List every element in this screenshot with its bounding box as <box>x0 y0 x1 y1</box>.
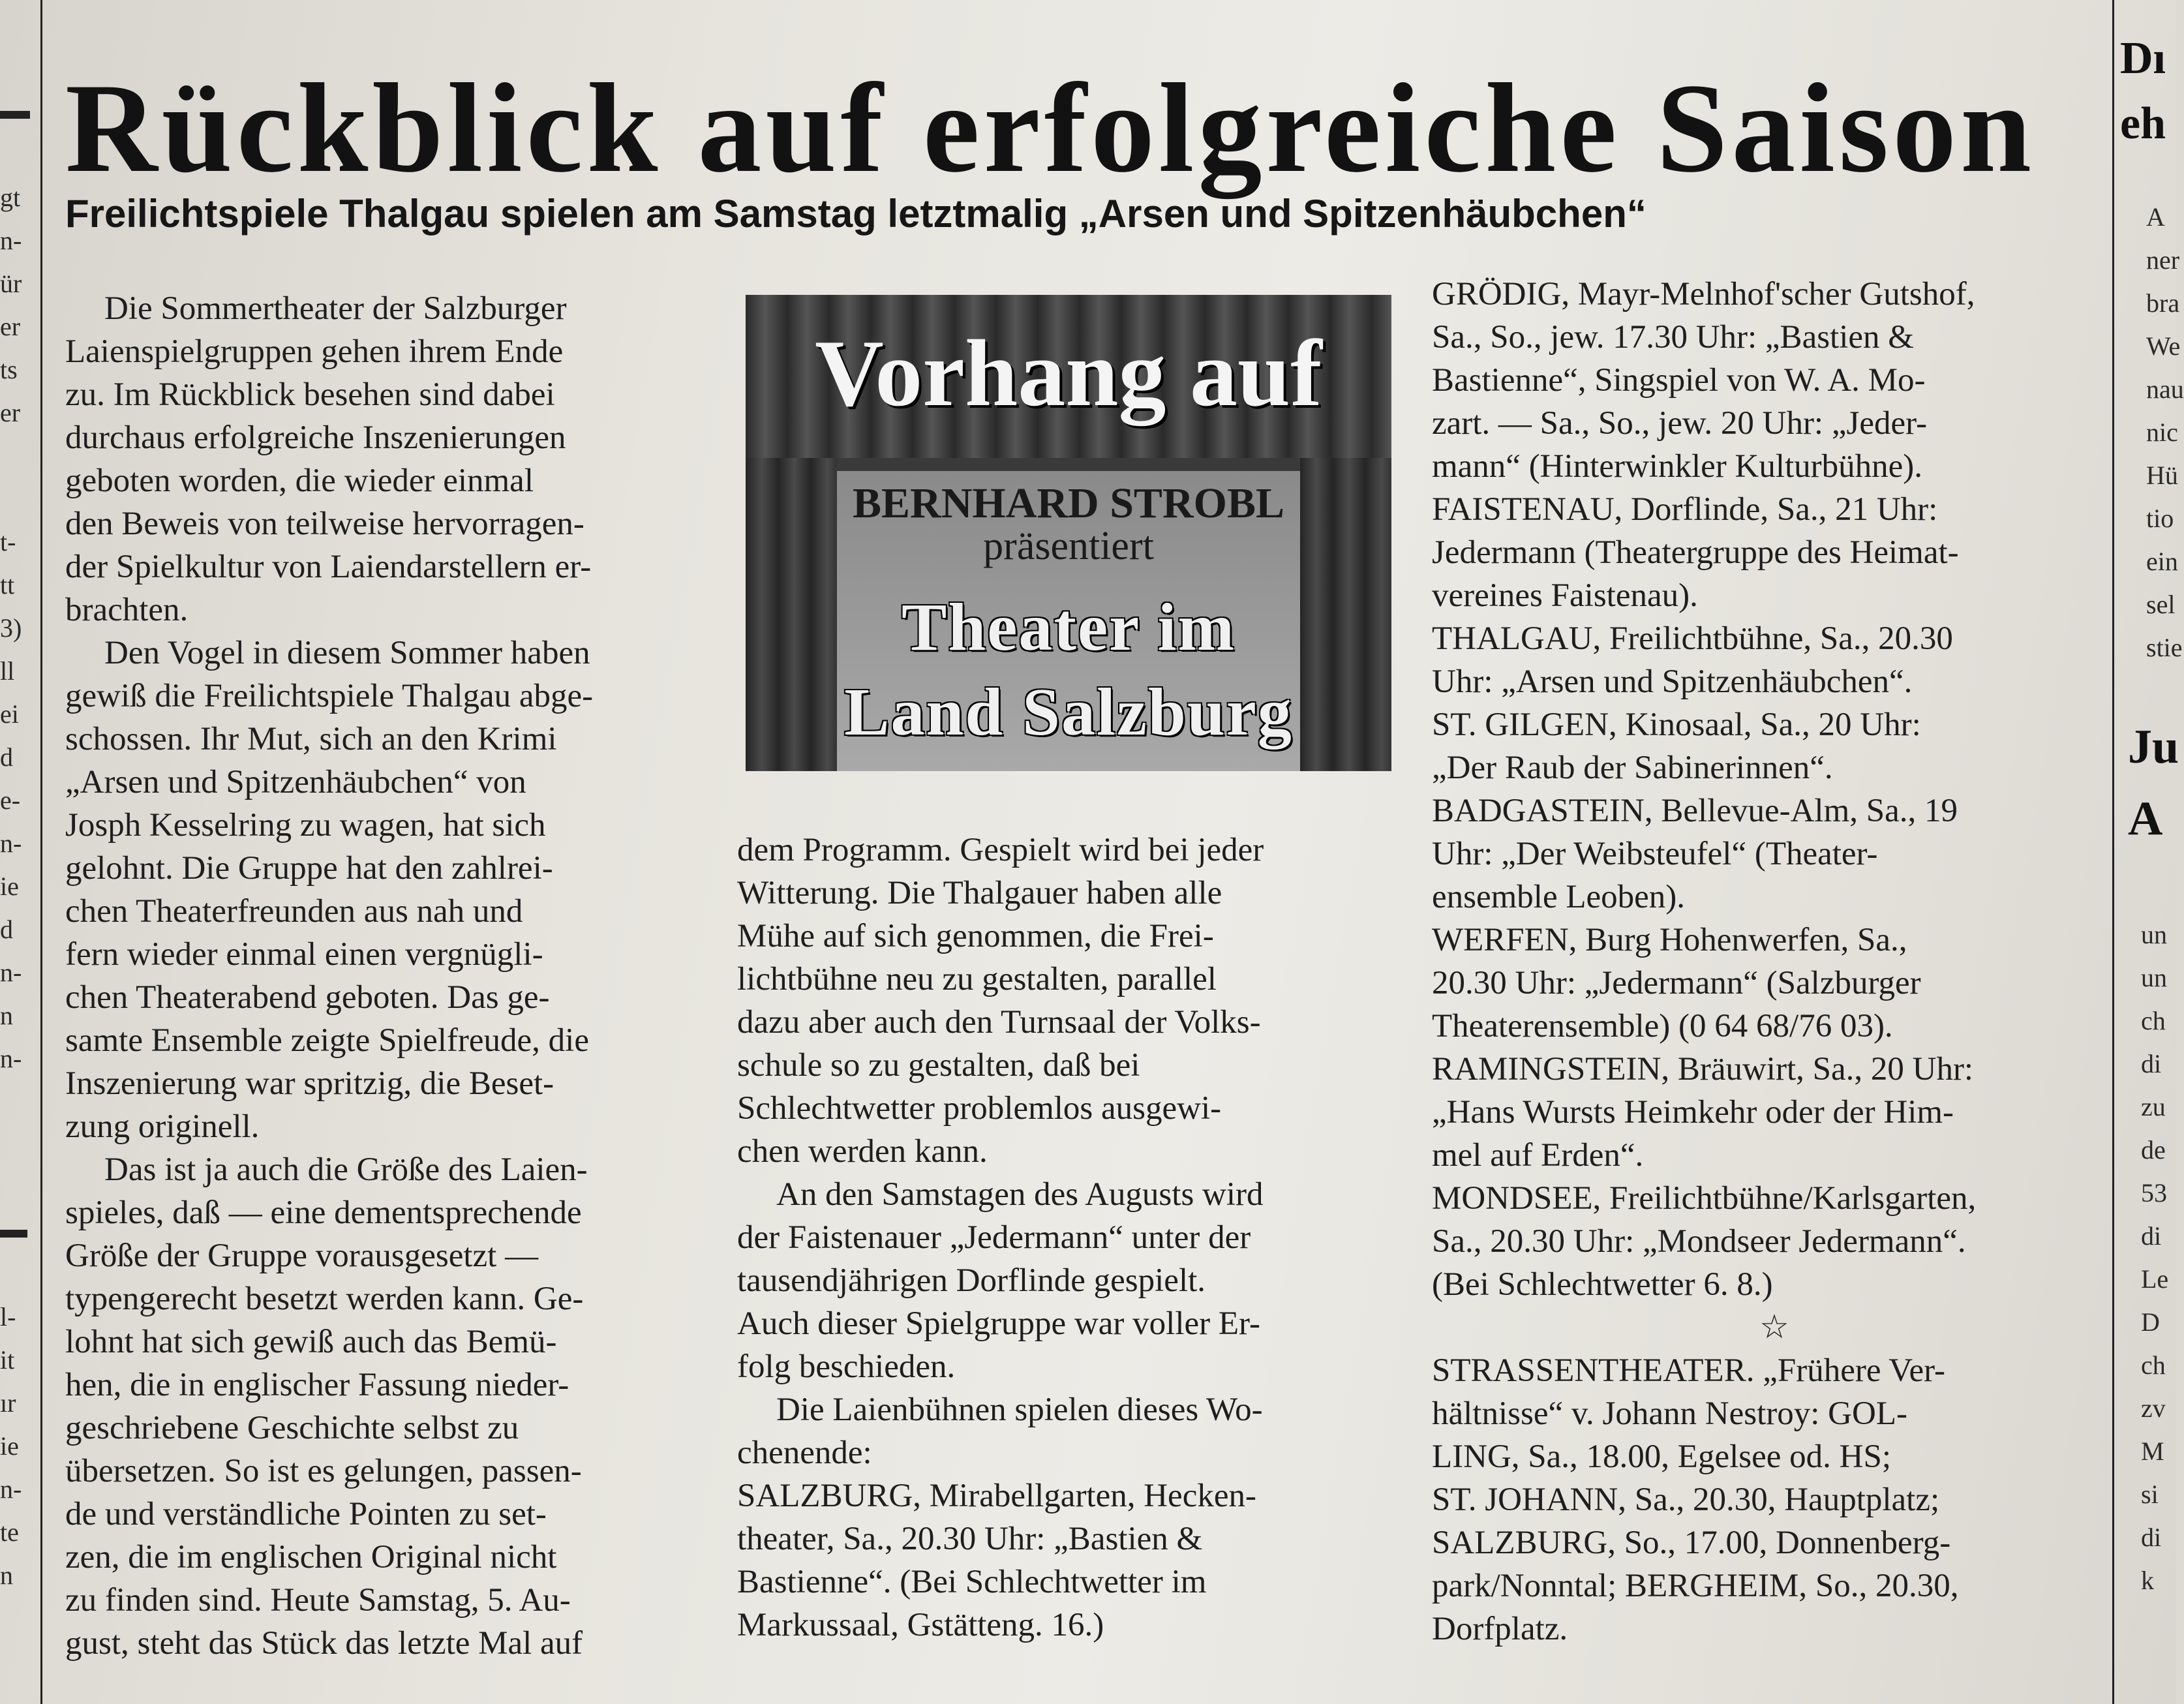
article-line: brachten. <box>65 592 189 628</box>
article-line: Laienspielgruppen gehen ihrem Ende <box>65 333 564 370</box>
right-neighbor-head-line: eh <box>2120 99 2166 149</box>
article-line: Inszenierung war spritzig, die Beset- <box>65 1065 554 1102</box>
cutoff-line: ner <box>2146 245 2180 275</box>
cutoff-line: ie <box>0 872 19 901</box>
cutoff-line: A <box>2146 202 2165 232</box>
article-line: Das ist ja auch die Größe des Laien- <box>104 1151 588 1188</box>
cutoff-line: un <box>2141 920 2167 949</box>
cutoff-line: l- <box>0 1302 16 1331</box>
event-listing-column <box>1432 273 2117 1651</box>
cutoff-line: di <box>2141 1523 2162 1552</box>
listing-line: Theaterensemble) (0 64 68/76 03). <box>1432 1008 1893 1044</box>
article-line: schule so zu gestalten, daß bei <box>737 1047 1140 1084</box>
article-line: chen werden kann. <box>737 1133 988 1170</box>
cutoff-line: un <box>2141 963 2167 992</box>
listing-line: FAISTENAU, Dorflinde, Sa., 21 Uhr: <box>1432 491 1938 528</box>
headline: Rückblick auf erfolgreiche Saison <box>65 57 2036 199</box>
article-line: Die Laienbühnen spielen dieses Wo- <box>776 1392 1263 1428</box>
right-neighbor-headline <box>2120 26 2166 157</box>
ad-theater-title <box>746 585 1391 755</box>
listing-line: (Bei Schlechtwetter 6. 8.) <box>1432 1266 1773 1303</box>
article-line: geschriebene Geschichte selbst zu <box>65 1410 519 1446</box>
article-line: chenende: <box>737 1435 872 1471</box>
cutoff-line: er <box>0 398 21 427</box>
cutoff-line: n- <box>0 1474 22 1504</box>
article-line: typengerecht besetzt werden kann. Ge- <box>65 1281 584 1317</box>
cutoff-line: D <box>2141 1307 2160 1337</box>
article-line: zu finden sind. Heute Samstag, 5. Au- <box>65 1582 571 1619</box>
cutoff-line: stie <box>2146 633 2183 662</box>
article-line: der Faistenauer „Jedermann“ unter der <box>737 1219 1251 1256</box>
article-line: Markussaal, Gstätteng. 16.) <box>737 1607 1104 1643</box>
theater-advertisement <box>746 295 1391 771</box>
listing-line: ST. JOHANN, Sa., 20.30, Hauptplatz; <box>1432 1482 1940 1518</box>
cutoff-line: di <box>2141 1221 2162 1251</box>
cutoff-line: 3) <box>0 613 22 643</box>
article-line: chen Theaterabend geboten. Das ge- <box>65 979 550 1016</box>
cutoff-line: d <box>0 915 13 944</box>
article-line: durchaus erfolgreiche Inszenierungen <box>65 419 566 456</box>
article-line: Josph Kesselring zu wagen, hat sich <box>65 807 546 844</box>
listing-line: mel auf Erden“. <box>1432 1137 1644 1174</box>
cutoff-line: tt <box>0 570 15 600</box>
article-line: den Beweis von teilweise hervorragen- <box>65 506 584 542</box>
cutoff-line: de <box>2141 1135 2166 1164</box>
article-line: An den Samstagen des Augusts wird <box>776 1176 1264 1213</box>
article-line: chen Theaterfreunden aus nah und <box>65 893 523 930</box>
listing-line: Jedermann (Theatergruppe des Heimat- <box>1432 534 1959 571</box>
cutoff-line: k <box>2141 1566 2154 1595</box>
right-neighbor-column-bottom <box>2141 913 2176 1602</box>
left-neighbor-column <box>0 176 39 1597</box>
cutoff-line: M <box>2141 1437 2164 1466</box>
article-line: „Arsen und Spitzenhäubchen“ von <box>65 764 526 800</box>
right-neighbor-head-line: Dı <box>2120 33 2166 84</box>
cutoff-line: zu <box>2141 1092 2166 1121</box>
left-edge-bar-top <box>0 111 30 119</box>
article-line: dem Programm. Gespielt wird bei jeder <box>737 832 1264 868</box>
cutoff-line: Le <box>2141 1264 2169 1294</box>
article-line: gelohnt. Die Gruppe hat den zahlrei- <box>65 850 553 887</box>
article-line: tausendjährigen Dorflinde gespielt. <box>737 1262 1206 1299</box>
listing-line: Bastienne“, Singspiel von W. A. Mo- <box>1432 362 1926 399</box>
listing-line: GRÖDIG, Mayr-Melnhof'scher Gutshof, <box>1432 276 1975 312</box>
listing-line: STRASSENTHEATER. „Frühere Ver- <box>1432 1352 1946 1389</box>
listing-line: WERFEN, Burg Hohenwerfen, Sa., <box>1432 922 1907 958</box>
article-line: Die Sommertheater der Salzburger <box>104 290 567 327</box>
listing-line: MONDSEE, Freilichtbühne/Karlsgarten, <box>1432 1180 1977 1217</box>
article-line: Schlechtwetter problemlos ausgewi- <box>737 1090 1222 1127</box>
cutoff-line: n <box>0 1001 13 1030</box>
cutoff-line: ch <box>2141 1350 2166 1380</box>
cutoff-line: nic <box>2146 418 2178 447</box>
right-neighbor-subhead <box>2128 711 2179 855</box>
article-line: spieles, daß — eine dementsprechende <box>65 1194 582 1231</box>
cutoff-line: ie <box>0 1431 19 1461</box>
article-line: der Spielkultur von Laiendarstellern er- <box>65 549 592 585</box>
cutoff-line: si <box>2141 1480 2159 1509</box>
cutoff-line: 53 <box>2141 1178 2167 1208</box>
listing-line: BADGASTEIN, Bellevue-Alm, Sa., 19 <box>1432 793 1958 829</box>
cutoff-line: te <box>0 1517 19 1547</box>
star-separator: ☆ <box>1759 1309 1789 1346</box>
article-line: Bastienne“. (Bei Schlechtwetter im <box>737 1564 1207 1600</box>
cutoff-line: di <box>2141 1049 2162 1078</box>
listing-line: THALGAU, Freilichtbühne, Sa., 20.30 <box>1432 620 1953 657</box>
listing-line: ST. GILGEN, Kinosaal, Sa., 20 Uhr: <box>1432 707 1921 743</box>
article-line: zung originell. <box>65 1108 260 1145</box>
article-line: schossen. Ihr Mut, sich an den Krimi <box>65 721 557 757</box>
right-neighbor-sub-line: A <box>2128 792 2163 845</box>
cutoff-line: sel <box>2146 590 2176 619</box>
article-line: dazu aber auch den Turnsaal der Volks- <box>737 1004 1261 1041</box>
listing-line: SALZBURG, So., 17.00, Donnenberg- <box>1432 1525 1951 1561</box>
article-line: Auch dieser Spielgruppe war voller Er- <box>737 1305 1260 1342</box>
cutoff-line: ein <box>2146 547 2178 576</box>
cutoff-line: bra <box>2146 288 2180 318</box>
cutoff-line: gt <box>0 183 21 212</box>
ad-theater-line: Theater im <box>902 590 1236 665</box>
listing-line: LING, Sa., 18.00, Egelsee od. HS; <box>1432 1438 1891 1475</box>
cutoff-line: tio <box>2146 504 2174 533</box>
cutoff-line: Hü <box>2146 461 2178 490</box>
listing-line: hältnisse“ v. Johann Nestroy: GOL- <box>1432 1395 1907 1432</box>
cutoff-line <box>0 1166 39 1210</box>
listing-line: 20.30 Uhr: „Jedermann“ (Salzburger <box>1432 965 1921 1001</box>
article-line: übersetzen. So ist es gelungen, passen- <box>65 1453 582 1489</box>
cutoff-line: ür <box>0 269 22 298</box>
left-column-rule <box>40 0 42 1704</box>
article-line: Witterung. Die Thalgauer haben alle <box>737 875 1222 911</box>
article-line: Größe der Gruppe vorausgesetzt — <box>65 1238 539 1274</box>
cutoff-line: n- <box>0 958 22 987</box>
cutoff-line <box>0 434 39 478</box>
article-line: gewiß die Freilichtspiele Thalgau abge- <box>65 678 594 714</box>
cutoff-line <box>0 1253 39 1296</box>
listing-line: „Der Raub der Sabinerinnen“. <box>1432 750 1833 786</box>
article-line: de und verständliche Pointen zu set- <box>65 1496 547 1532</box>
listing-line: Dorfplatz. <box>1432 1611 1568 1647</box>
article-line: lichtbühne neu zu gestalten, parallel <box>737 961 1217 997</box>
cutoff-line: ei <box>0 699 19 729</box>
article-line: samte Ensemble zeigte Spielfreude, die <box>65 1022 589 1059</box>
cutoff-line: nau <box>2146 374 2184 404</box>
ad-presenter-name: BERNHARD STROBL <box>853 479 1284 527</box>
listing-line: Uhr: „Der Weibsteufel“ (Theater- <box>1432 836 1878 872</box>
cutoff-line: er <box>0 312 21 341</box>
article-line: zu. Im Rückblick besehen sind dabei <box>65 376 555 413</box>
article-line: geboten worden, die wieder einmal <box>65 463 534 499</box>
cutoff-line: n- <box>0 1044 22 1073</box>
cutoff-line: n <box>0 1560 13 1590</box>
article-line: folg beschieden. <box>737 1348 956 1385</box>
article-line: Mühe auf sich genommen, die Frei- <box>737 918 1214 954</box>
cutoff-line: t- <box>0 527 16 556</box>
listing-line: park/Nonntal; BERGHEIM, So., 20.30, <box>1432 1568 1959 1604</box>
cutoff-line: ch <box>2141 1006 2166 1035</box>
cutoff-line <box>0 1123 39 1166</box>
cutoff-line: ll <box>0 656 15 686</box>
cutoff-line: ır <box>0 1388 16 1418</box>
article-column-2 <box>737 829 1409 1647</box>
article-line: lohnt hat sich gewiß auch das Bemü- <box>65 1324 557 1360</box>
article-line: gust, steht das Stück das letzte Mal auf <box>65 1625 583 1662</box>
cutoff-line: n- <box>0 226 22 255</box>
listing-line: Sa., So., jew. 17.30 Uhr: „Bastien & <box>1432 319 1914 356</box>
ad-title: Vorhang auf <box>815 320 1322 426</box>
listing-line: zart. — Sa., So., jew. 20 Uhr: „Jeder- <box>1432 405 1928 442</box>
subheadline: Freilichtspiele Thalgau spielen am Samstag letztmalig „Arsen und Spitzenhäubchen“ <box>65 192 1646 236</box>
right-neighbor-column-top <box>2146 196 2184 669</box>
article-line: Den Vogel in diesem Sommer haben <box>104 635 590 671</box>
listing-line: Sa., 20.30 Uhr: „Mondseer Jedermann“. <box>1432 1223 1966 1260</box>
cutoff-line: n- <box>0 829 22 858</box>
cutoff-line: We <box>2146 331 2181 361</box>
article-column-1 <box>65 287 705 1665</box>
cutoff-line: d <box>0 742 13 772</box>
cutoff-line <box>0 1210 39 1253</box>
article-line: theater, Sa., 20.30 Uhr: „Bastien & <box>737 1521 1203 1557</box>
article-line: SALZBURG, Mirabellgarten, Hecken- <box>737 1478 1256 1514</box>
cutoff-line: e- <box>0 785 21 815</box>
listing-line: Uhr: „Arsen und Spitzenhäubchen“. <box>1432 663 1913 700</box>
listing-line: ensemble Leoben). <box>1432 879 1686 915</box>
ad-theater-line: Land Salzburg <box>844 675 1293 750</box>
right-neighbor-sub-line: Ju <box>2128 720 2179 774</box>
listing-line: mann“ (Hinterwinkler Kulturbühne). <box>1432 448 1923 485</box>
article-line: fern wieder einmal einen vergnügli- <box>65 936 543 973</box>
listing-line: „Hans Wursts Heimkehr oder der Him- <box>1432 1094 1954 1131</box>
article-line: hen, die in englischer Fassung nieder- <box>65 1367 569 1403</box>
ad-presents: präsentiert <box>983 524 1154 568</box>
article-line: zen, die im englischen Original nicht <box>65 1539 557 1575</box>
listing-line: RAMINGSTEIN, Bräuwirt, Sa., 20 Uhr: <box>1432 1051 1974 1088</box>
cutoff-line: zv <box>2141 1393 2166 1423</box>
cutoff-line: ts <box>0 355 18 384</box>
cutoff-line <box>0 1080 39 1123</box>
listing-line: vereines Faistenau). <box>1432 577 1698 614</box>
cutoff-line: it <box>0 1345 15 1375</box>
cutoff-line <box>0 478 39 521</box>
